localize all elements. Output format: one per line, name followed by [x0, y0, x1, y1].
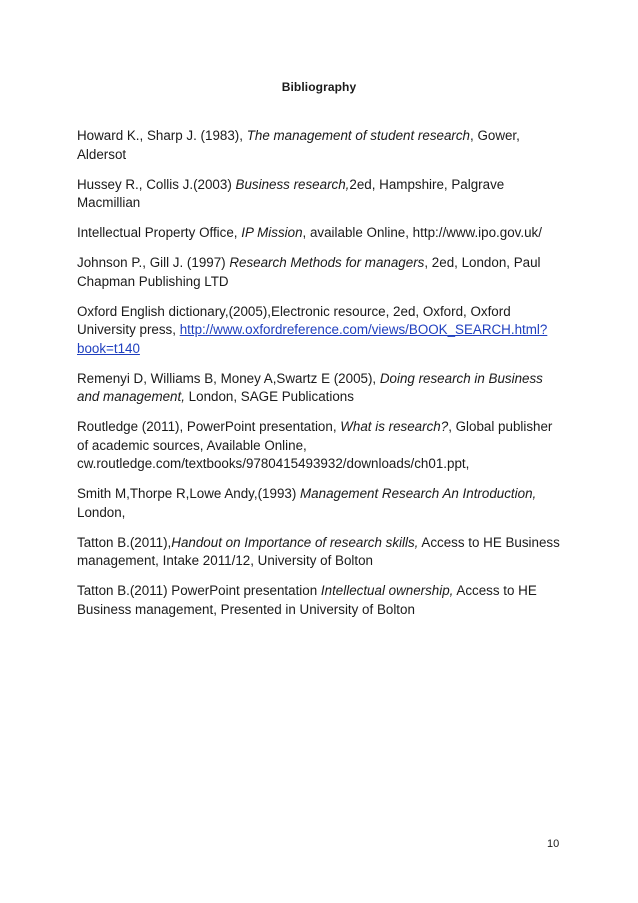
oxford-reference-link[interactable]: http://www.oxfordreference.com/views/BOOK_SEARCH.html?book=t140 — [77, 322, 548, 356]
bibliography-entry: Oxford English dictionary,(2005),Electronic resource, 2ed, Oxford, Oxford University press, http://www.oxfordreference.com/views/BOOK_SEARCH.html?book=t140 — [77, 303, 548, 356]
bibliography-entry: Johnson P., Gill J. (1997) Research Methods for managers, 2ed, London, Paul Chapman Publishing LTD — [77, 255, 541, 289]
page-title: Bibliography — [281, 80, 357, 94]
bibliography-entry: Tatton B.(2011),Handout on Importance of research skills, Access to HE Business management, Intake 2011/12, University of Bolton — [77, 534, 560, 568]
page-number: 10 — [547, 838, 560, 850]
bibliography-entry: Smith M,Thorpe R,Lowe Andy,(1993) Management Research An Introduction, London, — [77, 486, 537, 520]
bibliography-entry: Howard K., Sharp J. (1983), The management of student research, Gower, Aldersot — [77, 128, 520, 162]
bibliography-entry: Remenyi D, Williams B, Money A,Swartz E (2005), Doing research in Business and management, London, SAGE Publications — [77, 370, 543, 404]
bibliography-entry: Routledge (2011), PowerPoint presentation, What is research?, Global publisher of academic sources, Available Online, cw.routledge.com/textbooks/9780415493932/downloads/ch01.ppt, — [77, 419, 553, 471]
bibliography-entry: Intellectual Property Office, IP Mission, available Online, http://www.ipo.gov.uk/ — [77, 225, 542, 240]
bibliography-entry: Hussey R., Collis J.(2003) Business research,2ed, Hampshire, Palgrave Macmillian — [77, 176, 505, 210]
bibliography-list — [77, 127, 567, 631]
bibliography-entry: Tatton B.(2011) PowerPoint presentation Intellectual ownership, Access to HE Business management, Presented in University of Bolton — [77, 583, 537, 617]
